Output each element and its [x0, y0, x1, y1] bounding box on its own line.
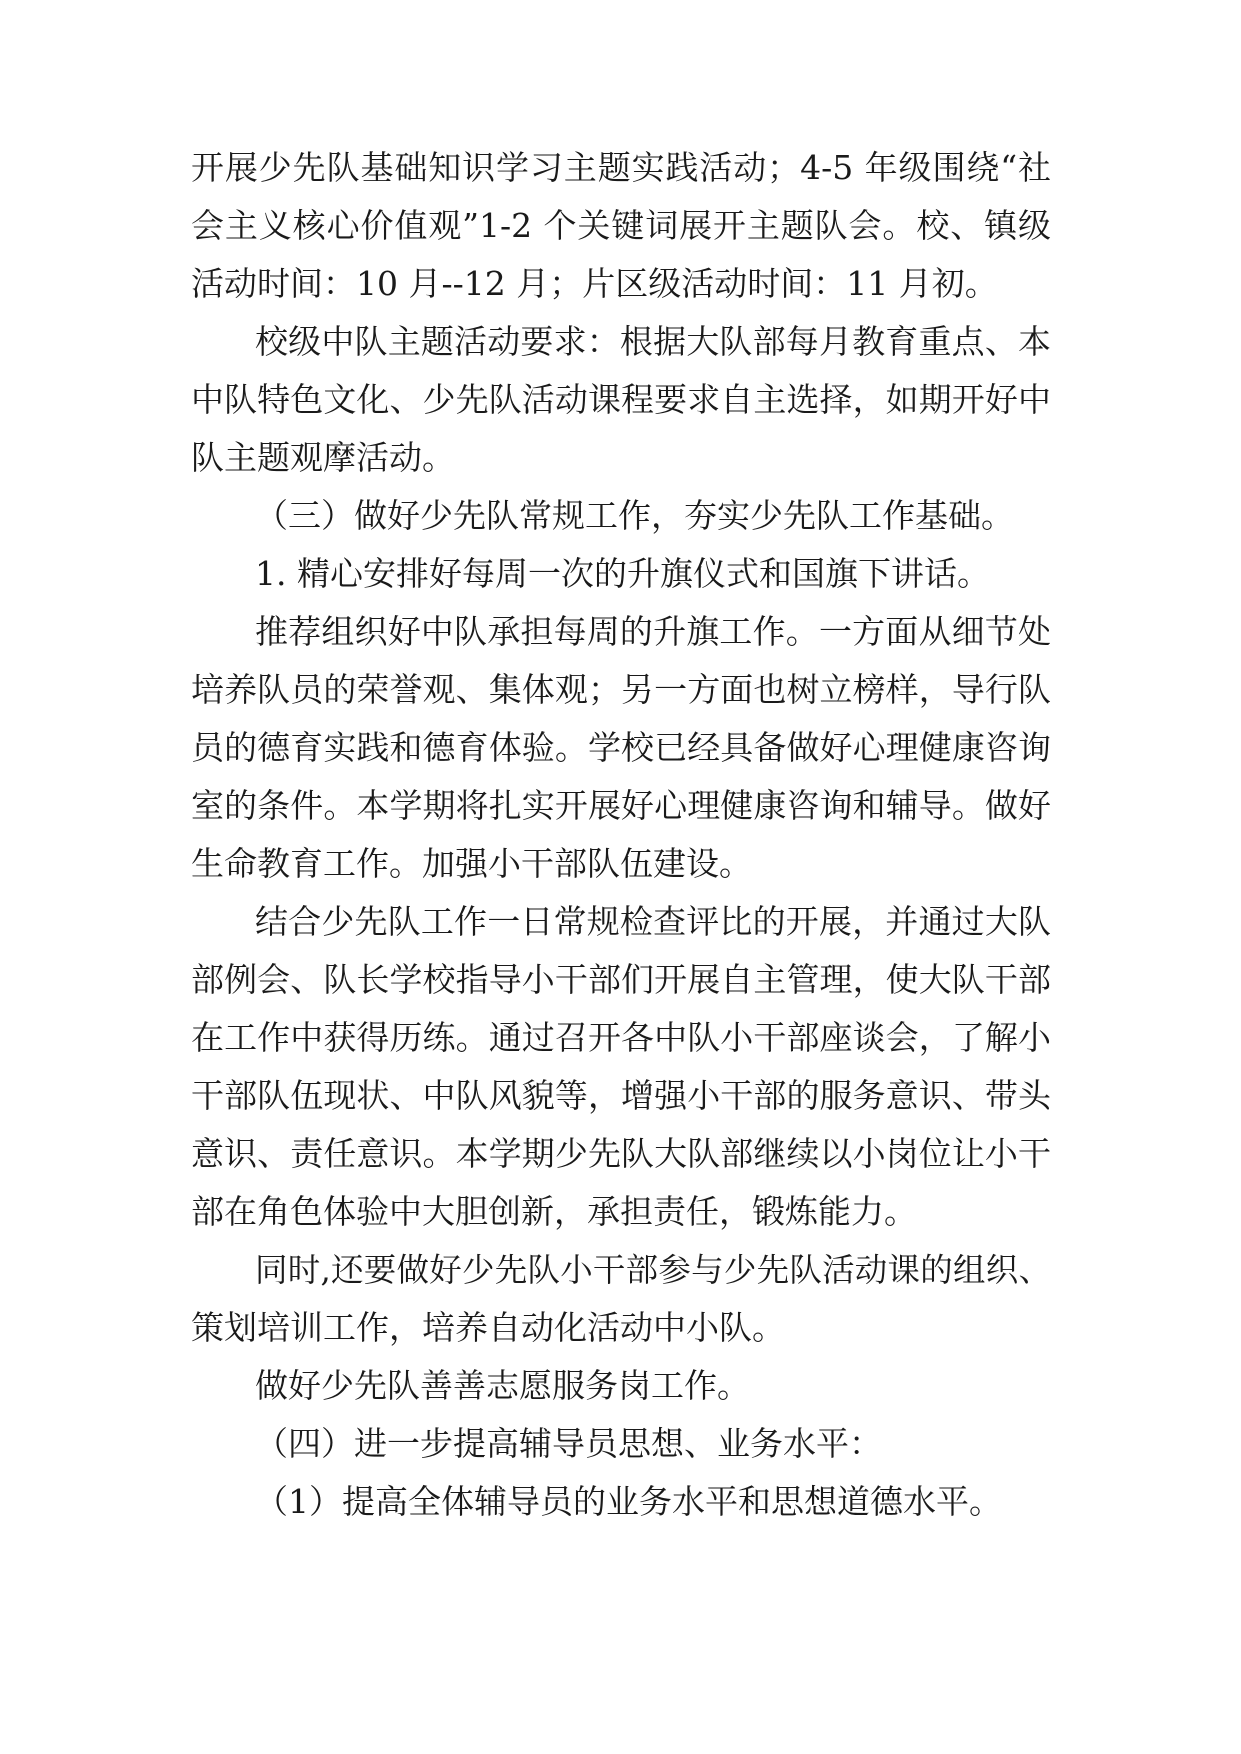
section-heading: （三）做好少先队常规工作，夯实少先队工作基础。: [255, 496, 1014, 535]
text-line: （1）提高全体辅导员的业务水平和思想道德水平。: [255, 1482, 1002, 1521]
text-line: 中队特色文化、少先队活动课程要求自主选择，如期开好中: [191, 380, 1051, 419]
text-line: 员的德育实践和德育体验。学校已经具备做好心理健康咨询: [191, 728, 1051, 767]
text-line: 开展少先队基础知识学习主题实践活动；4-5 年级围绕“社: [191, 148, 1051, 187]
text-line: 做好少先队善善志愿服务岗工作。: [255, 1366, 750, 1405]
text-line: 推荐组织好中队承担每周的升旗工作。一方面从细节处: [255, 612, 1051, 651]
section-heading: （四）进一步提高辅导员思想、业务水平：: [255, 1424, 882, 1463]
text-line: 同时,还要做好少先队小干部参与少先队活动课的组织、: [255, 1251, 1051, 1289]
text-line: 在工作中获得历练。通过召开各中队小干部座谈会，了解小: [191, 1018, 1051, 1057]
text-line: 结合少先队工作一日常规检查评比的开展，并通过大队: [255, 902, 1051, 941]
text-line: 部在角色体验中大胆创新，承担责任，锻炼能力。: [191, 1192, 917, 1231]
text-line: 策划培训工作，培养自动化活动中小队。: [191, 1308, 785, 1347]
text-line: 校级中队主题活动要求：根据大队部每月教育重点、本: [255, 322, 1051, 361]
text-line: 干部队伍现状、中队风貌等，增强小干部的服务意识、带头: [191, 1076, 1051, 1115]
text-line: 活动时间：10 月--12 月；片区级活动时间：11 月初。: [191, 264, 998, 303]
text-line: 室的条件。本学期将扎实开展好心理健康咨询和辅导。做好: [191, 786, 1051, 825]
text-line: 队主题观摩活动。: [191, 438, 455, 477]
text-line: 培养队员的荣誉观、集体观；另一方面也树立榜样，导行队: [191, 670, 1051, 709]
text-line: 1. 精心安排好每周一次的升旗仪式和国旗下讲话。: [255, 554, 990, 593]
text-line: 会主义核心价值观”1-2 个关键词展开主题队会。校、镇级: [191, 206, 1051, 245]
text-line: 意识、责任意识。本学期少先队大队部继续以小岗位让小干: [191, 1134, 1051, 1173]
text-line: 部例会、队长学校指导小干部们开展自主管理，使大队干部: [191, 960, 1051, 999]
text-line: 生命教育工作。加强小干部队伍建设。: [191, 844, 752, 883]
